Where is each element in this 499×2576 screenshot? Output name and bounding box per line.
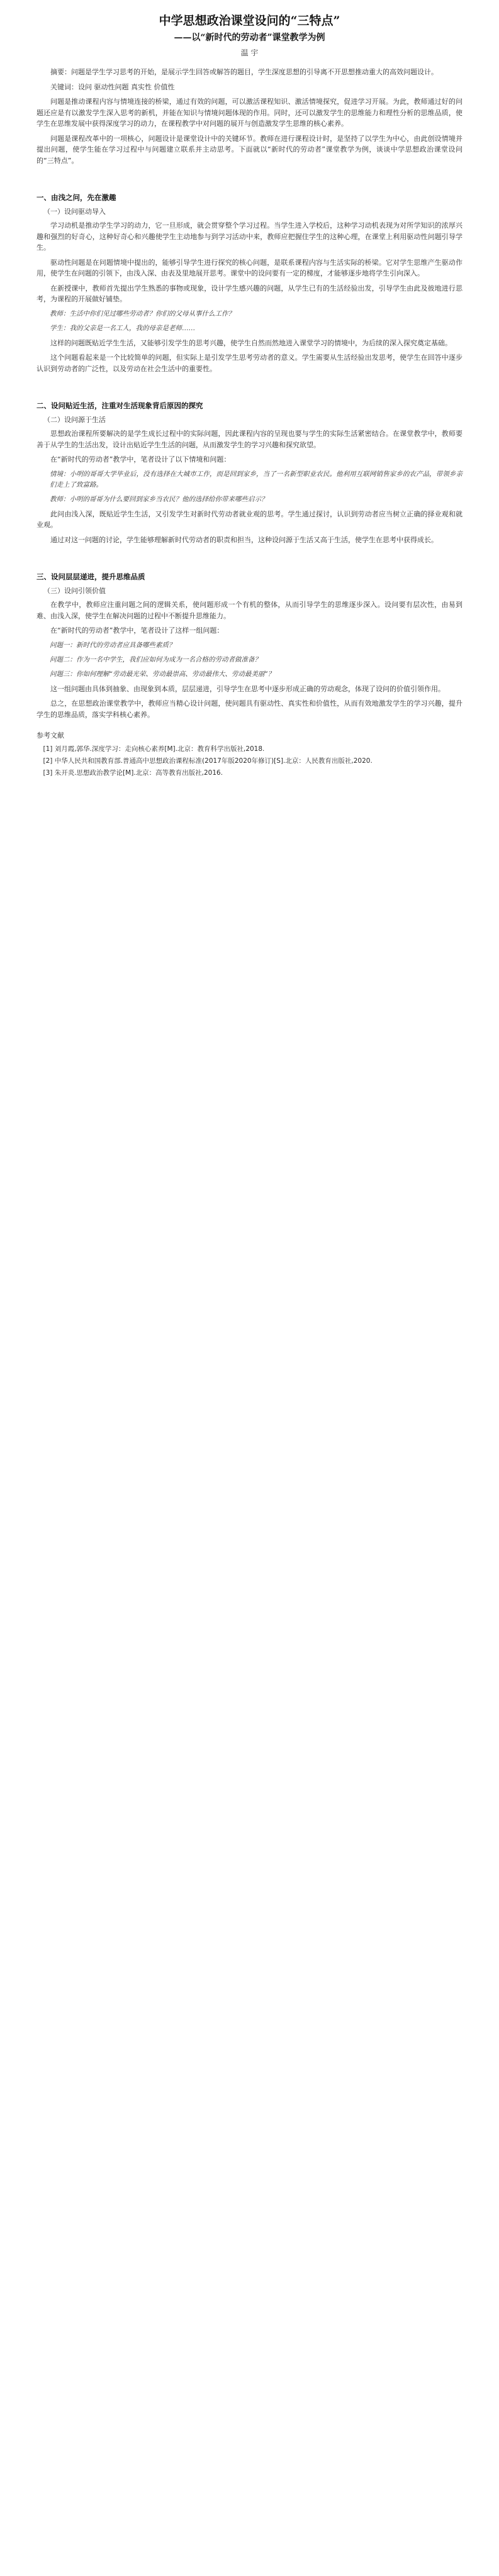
dialog-line: 情境：小明的哥哥大学毕业后，没有选择在大城市工作，而是回到家乡，当了一名新型职业农民。他利用互联网销售家乡的农产品，带领乡亲们走上了致富路。 [50, 470, 463, 489]
intro-paragraph: 问题是推动课程内容与情境连接的桥梁，通过有效的问题，可以激活课程知识、激活情境探究，促进学习开展。为此，教师通过好的问题还应是有以激发学生深入思考的新机，并能在知识与情境问题体现的作用。同时，还可以激发学生的思维能力和理性分析的思维品质，使学生在思维发展中获得深度学习的动力，在课程教学中对问题的展开与创造激发学生思维的核心素养。 [36, 97, 463, 128]
body-paragraph: 这一组问题由具体到抽象、由现象到本质，层层递进，引导学生在思考中逐步形成正确的劳动观念，体现了设问的价值引领作用。 [50, 684, 445, 693]
section-subheading: （三）设问引领价值 [43, 587, 106, 595]
dialog-line: 教师：小明的哥哥为什么要回到家乡当农民？他的选择给你带来哪些启示？ [50, 495, 268, 503]
section-heading: 三、设问层层递进，提升思维品质 [36, 572, 145, 581]
body-paragraph: 在“新时代的劳动者”教学中，笔者设计了这样一组问题： [50, 626, 224, 635]
dialog-line: 教师：生活中你们见过哪些劳动者？你们的父母从事什么工作？ [50, 309, 235, 318]
keywords: 关键词：设问 驱动性问题 真实性 价值性 [50, 82, 175, 91]
article-title: 中学思想政治课堂设问的“三特点” [159, 14, 340, 28]
body-paragraph: 这样的问题既贴近学生生活，又能够引发学生的思考兴趣，使学生自然而然地进入课堂学习的情境中，为后续的深入探究奠定基础。 [50, 338, 452, 347]
body-paragraph: 在教学中，教师应注重问题之间的逻辑关系，使问题形成一个有机的整体，从而引导学生的思维逐步深入。设问要有层次性，由易到难、由浅入深，使学生在解决问题的过程中不断提升思维能力。 [36, 601, 463, 620]
references-title: 参考文献 [36, 731, 64, 740]
abstract: 摘要：问题是学生学习思考的开始，是展示学生回答或解答的题目，学生深度思想的引导离不开思想推动重大的高效问题设计。 [50, 68, 438, 76]
body-paragraph: 思想政治课程所要解决的是学生成长过程中的实际问题，因此课程内容的呈现也要与学生的实际生活紧密结合。在课堂教学中，教师要善于从学生的生活出发，设计出贴近学生生活的问题，从而激发学生的学习兴趣和探究欲望。 [36, 430, 463, 449]
dialog-line: 学生：我的父亲是一名工人，我的母亲是老师…… [50, 324, 195, 332]
body-paragraph: 驱动性问题是在问题情境中提出的，能够引导学生进行探究的核心问题，是联系课程内容与生活实际的桥梁。它对学生思维产生驱动作用，使学生在问题的引领下，由浅入深、由表及里地展开思考。课堂中的设问要有一定的梯度，才能够逐步地将学生引向深入。 [36, 258, 463, 277]
body-paragraph: 学习动机是推动学生学习的动力，它一旦形成，就会贯穿整个学习过程。当学生进入学校后，这种学习动机表现为对所学知识的浓厚兴趣和强烈的好奇心，这种好奇心和兴趣使学生主动地参与到学习活动中来，教师应把握住学生的这种心理，在课堂上利用驱动性问题引导学生。 [36, 221, 463, 252]
intro-paragraph: 问题是课程改革中的一项核心，问题设计是课堂设计中的关键环节。教师在进行课程设计时，是坚持了以学生为中心，由此创设情境并提出问题，使学生能在学习过程中与问题建立联系并主动思考。下面就以“新时代的劳动者”课堂教学为例，谈谈中学思想政治课堂设问的“三特点”。 [36, 134, 463, 165]
section-heading: 一、由浅之问，先在激趣 [36, 193, 116, 202]
body-paragraph: 在“新时代的劳动者”教学中，笔者设计了以下情境和问题： [50, 455, 231, 464]
reference-item: [3] 朱开炎.思想政治教学论[M].北京：高等教育出版社,2016. [43, 769, 223, 777]
body-paragraph: 在新授课中，教师首先提出学生熟悉的事物或现象，设计学生感兴趣的问题，从学生已有的生活经验出发，引导学生由此及彼地进行思考，为课程的开展做好铺垫。 [36, 284, 463, 303]
dialog-line: 问题三：你如何理解“劳动最光荣、劳动最崇高、劳动最伟大、劳动最美丽”？ [50, 670, 275, 678]
reference-item: [1] 刘月霞,郭华.深度学习：走向核心素养[M].北京：教育科学出版社,2018. [43, 745, 265, 753]
body-paragraph: 这个问题看起来是一个比较简单的问题，但实际上是引发学生思考劳动者的意义。学生需要从生活经验出发思考，使学生在回答中逐步认识到劳动者的广泛性，以及劳动在社会生活中的重要性。 [36, 353, 463, 373]
body-paragraph: 总之，在思想政治课堂教学中，教师应当精心设计问题，使问题具有驱动性、真实性和价值性，从而有效地激发学生的学习兴趣，提升学生的思维品质，落实学科核心素养。 [36, 699, 463, 719]
body-paragraph: 通过对这一问题的讨论，学生能够理解新时代劳动者的职责和担当，这种设问源于生活又高于生活，使学生在思考中获得成长。 [50, 535, 438, 544]
article-subtitle: ——以“新时代的劳动者”课堂教学为例 [174, 33, 325, 43]
author-name: 温 宇 [240, 48, 259, 57]
section-heading: 二、设问贴近生活，注重对生活现象背后原因的探究 [36, 401, 203, 410]
dialog-line: 问题一：新时代的劳动者应具备哪些素质？ [50, 641, 176, 649]
dialog-line: 问题二：作为一名中学生，我们应如何为成为一名合格的劳动者做准备？ [50, 655, 261, 663]
body-paragraph: 此问由浅入深，既贴近学生生活，又引发学生对新时代劳动者就业观的思考。学生通过探讨，认识到劳动者应当树立正确的择业观和就业观。 [36, 509, 463, 529]
section-subheading: （二）设问源于生活 [43, 416, 106, 424]
reference-item: [2] 中华人民共和国教育部.普通高中思想政治课程标准(2017年版2020年修订)[S].北京：人民教育出版社,2020. [43, 757, 373, 765]
section-subheading: （一）设问驱动导入 [43, 208, 106, 216]
